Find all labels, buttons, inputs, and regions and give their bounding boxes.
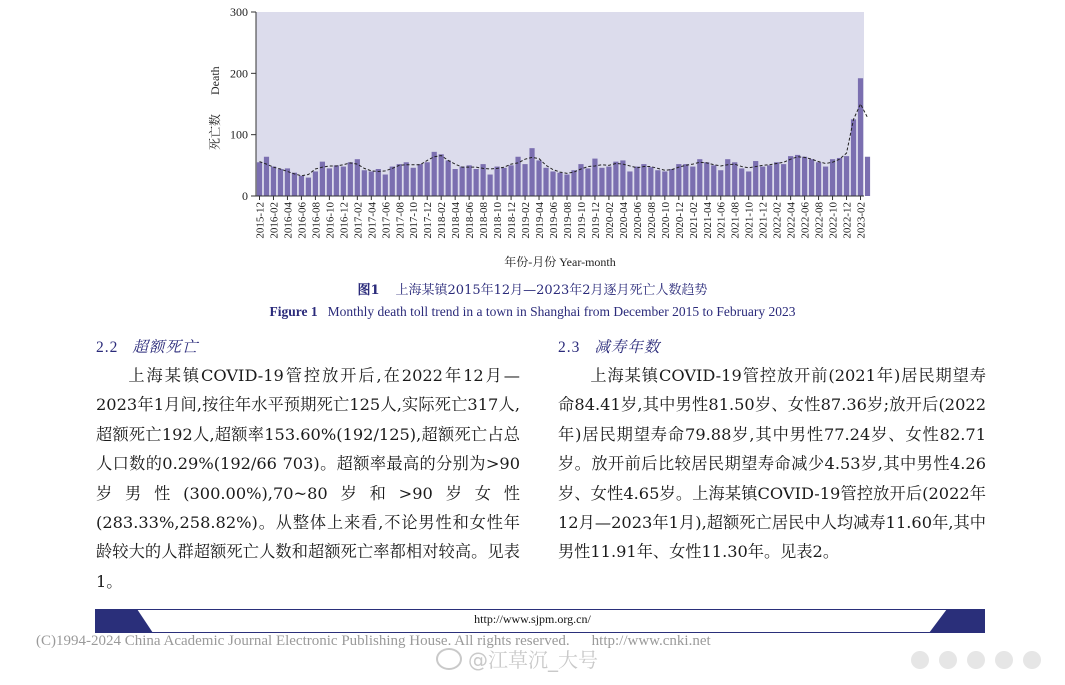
y-ticks bbox=[230, 5, 256, 203]
figure-title-cn: 上海某镇2015年12月—2023年2月逐月死亡人数趋势 bbox=[395, 283, 708, 298]
dot-icon bbox=[995, 651, 1013, 669]
bar-2022-04 bbox=[788, 156, 793, 196]
bar-2017-10 bbox=[411, 168, 416, 196]
dot-icon bbox=[939, 651, 957, 669]
bar-2020-08 bbox=[648, 167, 653, 196]
x-tick-label: 2019-02 bbox=[520, 202, 533, 239]
bar-2017-07 bbox=[390, 167, 395, 196]
dot-icon bbox=[967, 651, 985, 669]
bar-2019-08 bbox=[564, 175, 569, 196]
bar-2023-02 bbox=[858, 78, 863, 196]
bar-2018-11 bbox=[502, 168, 507, 196]
journal-url[interactable]: http://www.sjpm.org.cn/ bbox=[474, 612, 591, 626]
x-tick-label: 2017-06 bbox=[380, 202, 393, 239]
x-tick-label: 2019-04 bbox=[534, 202, 547, 239]
bar-2016-11 bbox=[334, 165, 339, 196]
bar-2020-01 bbox=[599, 168, 604, 196]
x-tick-label: 2020-04 bbox=[617, 202, 630, 239]
section-title: 超额死亡 bbox=[132, 338, 199, 356]
bar-2019-01 bbox=[515, 157, 520, 196]
x-tick-label: 2019-06 bbox=[548, 202, 561, 239]
copyright-notice bbox=[36, 633, 711, 650]
bar-2016-05 bbox=[292, 173, 297, 196]
bar-2018-10 bbox=[495, 167, 500, 196]
bar-2020-10 bbox=[662, 171, 667, 196]
bar-2018-03 bbox=[446, 160, 451, 196]
bar-undefined bbox=[865, 157, 870, 196]
x-tick-label: 2016-04 bbox=[282, 202, 295, 239]
x-tick-label: 2018-02 bbox=[436, 202, 449, 239]
bar-2022-01 bbox=[767, 165, 772, 196]
watermark-text: @江草沉_大号 bbox=[468, 648, 598, 672]
x-tick-label: 2017-02 bbox=[352, 202, 365, 239]
bar-2021-05 bbox=[711, 165, 716, 196]
bar-2016-03 bbox=[278, 169, 283, 196]
x-tick-label: 2019-12 bbox=[589, 202, 602, 239]
bar-2021-02 bbox=[690, 167, 695, 196]
x-tick-label: 2021-02 bbox=[687, 202, 700, 239]
figure-caption-cn bbox=[0, 279, 1065, 298]
y-axis-label-en: Death bbox=[208, 66, 222, 95]
x-tick-label: 2020-10 bbox=[659, 202, 672, 239]
bar-2019-07 bbox=[557, 173, 562, 196]
x-tick-label: 2016-08 bbox=[310, 202, 323, 239]
bar-2022-09 bbox=[823, 167, 828, 196]
bar-2022-07 bbox=[809, 159, 814, 196]
section-title: 减寿年数 bbox=[594, 338, 661, 356]
bar-2017-03 bbox=[362, 170, 367, 196]
x-tick-label: 2017-08 bbox=[394, 202, 407, 239]
bar-2019-05 bbox=[543, 168, 548, 196]
bar-2017-11 bbox=[418, 164, 423, 196]
bar-2021-06 bbox=[718, 170, 723, 196]
x-tick-label: 2018-08 bbox=[478, 202, 491, 239]
bar-2016-08 bbox=[313, 171, 318, 196]
x-tick-label: 2021-10 bbox=[743, 202, 756, 239]
bar-2018-06 bbox=[467, 165, 472, 196]
bar-2017-08 bbox=[397, 164, 402, 196]
bar-2022-12 bbox=[844, 156, 849, 196]
paragraph: 上海某镇COVID-19管控放开后,在2022年12月—2023年1月间,按往年水平预期死亡125人,实际死亡317人,超额死亡192人,超额率153.60%(192/125),超额死亡占总人口数的0.29%(192/66 703)。超额率最高的分别为>90岁男性(300.00%),70~80岁和>90岁女性(283.33%,258.82%)。从整体上来看,不论男性和女性年龄较大的人群超额死亡人数和超额死亡率都相对较高。见表1。 bbox=[96, 366, 520, 591]
x-tick-label: 2021-12 bbox=[757, 202, 770, 239]
bar-2020-03 bbox=[613, 162, 618, 196]
x-tick-label: 2018-06 bbox=[464, 202, 477, 239]
bar-2020-04 bbox=[620, 160, 625, 196]
bar-2018-01 bbox=[432, 152, 437, 196]
bar-2016-12 bbox=[341, 167, 346, 196]
x-axis-label: 年份-月份 Year-month bbox=[504, 255, 616, 269]
bar-2020-07 bbox=[641, 164, 646, 196]
x-tick-label: 2016-06 bbox=[296, 202, 309, 239]
weibo-icon bbox=[436, 648, 462, 670]
bar-2017-06 bbox=[383, 175, 388, 196]
bar-2021-01 bbox=[683, 164, 688, 196]
section-heading-excess-death bbox=[96, 335, 198, 357]
plot-background bbox=[256, 12, 864, 196]
bar-2018-02 bbox=[439, 154, 444, 196]
x-tick-label: 2023-02 bbox=[855, 202, 868, 239]
bar-2021-03 bbox=[697, 159, 702, 196]
bar-2019-11 bbox=[585, 168, 590, 196]
y-tick-label: 0 bbox=[242, 189, 248, 203]
x-tick-label: 2017-10 bbox=[408, 202, 421, 239]
x-tick-label: 2020-06 bbox=[631, 202, 644, 239]
bar-2016-10 bbox=[327, 168, 332, 196]
x-tick-label: 2020-02 bbox=[603, 202, 616, 239]
x-tick-label: 2021-08 bbox=[729, 202, 742, 239]
bar-2021-08 bbox=[732, 162, 737, 196]
bar-2017-04 bbox=[369, 171, 374, 196]
bar-2016-07 bbox=[306, 178, 311, 196]
bar-2017-09 bbox=[404, 162, 409, 196]
bar-2017-01 bbox=[348, 162, 353, 196]
bar-2017-05 bbox=[376, 169, 381, 196]
bar-2021-04 bbox=[704, 162, 709, 196]
x-tick-label: 2016-02 bbox=[268, 202, 281, 239]
dot-icon bbox=[1023, 651, 1041, 669]
bar-2019-12 bbox=[592, 159, 597, 196]
x-tick-label: 2018-04 bbox=[450, 202, 463, 239]
bar-2023-01 bbox=[851, 119, 856, 196]
bar-2022-05 bbox=[795, 155, 800, 196]
bar-2018-07 bbox=[474, 169, 479, 196]
bar-2020-06 bbox=[634, 167, 639, 196]
bar-2020-12 bbox=[676, 164, 681, 196]
bar-2019-04 bbox=[536, 160, 541, 196]
x-tick-label: 2015-12 bbox=[254, 202, 267, 239]
bar-2019-03 bbox=[529, 148, 534, 196]
bar-2020-05 bbox=[627, 171, 632, 196]
x-tick-label: 2022-12 bbox=[841, 202, 854, 239]
bar-2022-10 bbox=[830, 159, 835, 196]
bar-2016-02 bbox=[271, 167, 276, 196]
bar-2022-02 bbox=[774, 162, 779, 196]
y-tick-label: 100 bbox=[230, 127, 248, 142]
x-tick-label: 2022-04 bbox=[785, 202, 798, 239]
bar-2018-04 bbox=[453, 169, 458, 196]
section-heading-years-lost bbox=[558, 335, 660, 357]
bar-2020-09 bbox=[655, 170, 660, 196]
x-ticks bbox=[254, 196, 867, 239]
bar-2016-01 bbox=[264, 157, 269, 196]
bar-2021-09 bbox=[739, 168, 744, 196]
bar-2019-02 bbox=[522, 164, 527, 196]
y-tick-label: 200 bbox=[230, 66, 248, 81]
bar-2020-02 bbox=[606, 167, 611, 196]
bar-2021-10 bbox=[746, 171, 751, 196]
bar-2022-08 bbox=[816, 162, 821, 196]
figure-label-cn: 图1 bbox=[357, 283, 380, 298]
dot-icon bbox=[911, 651, 929, 669]
x-tick-label: 2019-10 bbox=[575, 202, 588, 239]
section-number: 2.3 bbox=[558, 339, 581, 356]
x-tick-label: 2019-08 bbox=[561, 202, 574, 239]
bar-2016-06 bbox=[299, 176, 304, 196]
bar-2017-02 bbox=[355, 159, 360, 196]
section-number: 2.2 bbox=[96, 339, 119, 356]
figure-label-en: Figure 1 bbox=[269, 304, 318, 319]
section-body-years-lost bbox=[558, 361, 986, 567]
x-tick-label: 2016-10 bbox=[324, 202, 337, 239]
x-tick-label: 2022-06 bbox=[799, 202, 812, 239]
bar-2018-05 bbox=[460, 167, 465, 196]
bar-2015-12 bbox=[257, 162, 262, 196]
x-tick-label: 2020-08 bbox=[645, 202, 658, 239]
watermark bbox=[436, 644, 598, 673]
figure-caption-en bbox=[0, 304, 1065, 320]
y-tick-label: 300 bbox=[230, 5, 248, 19]
y-axis-label-cn: 死亡数 bbox=[208, 113, 222, 150]
x-tick-label: 2018-12 bbox=[506, 202, 519, 239]
x-tick-label: 2017-12 bbox=[422, 202, 435, 239]
x-tick-label: 2021-06 bbox=[715, 202, 728, 239]
bar-2022-06 bbox=[802, 157, 807, 196]
bar-2022-11 bbox=[837, 158, 842, 196]
copyright-text: (C)1994-2024 China Academic Journal Electronic Publishing House. All rights reserved. bbox=[36, 633, 570, 649]
section-body-excess-death bbox=[96, 361, 520, 596]
figure-1-chart bbox=[0, 0, 1065, 278]
x-tick-label: 2022-08 bbox=[813, 202, 826, 239]
x-tick-label: 2016-12 bbox=[338, 202, 351, 239]
bar-2017-12 bbox=[425, 162, 430, 196]
page-dots bbox=[908, 648, 1058, 672]
x-tick-label: 2017-04 bbox=[366, 202, 379, 239]
x-tick-label: 2020-12 bbox=[673, 202, 686, 239]
bar-2020-11 bbox=[669, 169, 674, 196]
cnki-link[interactable]: http://www.cnki.net bbox=[591, 633, 711, 649]
x-tick-label: 2022-10 bbox=[827, 202, 840, 239]
bar-2019-09 bbox=[571, 170, 576, 196]
figure-title-en: Monthly death toll trend in a town in Shanghai from December 2015 to February 2023 bbox=[327, 304, 796, 319]
bar-2018-12 bbox=[508, 165, 513, 196]
bar-2018-09 bbox=[488, 175, 493, 196]
paragraph: 上海某镇COVID-19管控放开前(2021年)居民期望寿命84.41岁,其中男性81.50岁、女性87.36岁;放开后(2022年)居民期望寿命79.88岁,其中男性77.24岁、女性82.71岁。放开前后比较居民期望寿命减少4.53岁,其中男性4.26岁、女性4.65岁。上海某镇COVID-19管控放开后(2022年12月—2023年1月),超额死亡居民中人均减寿11.60年,其中男性11.91年、女性11.30年。见表2。 bbox=[558, 366, 986, 562]
bar-2022-03 bbox=[781, 164, 786, 196]
bar-2019-06 bbox=[550, 171, 555, 196]
x-tick-label: 2022-02 bbox=[771, 202, 784, 239]
x-tick-label: 2018-10 bbox=[492, 202, 505, 239]
x-tick-label: 2021-04 bbox=[701, 202, 714, 239]
bar-2021-12 bbox=[760, 167, 765, 196]
